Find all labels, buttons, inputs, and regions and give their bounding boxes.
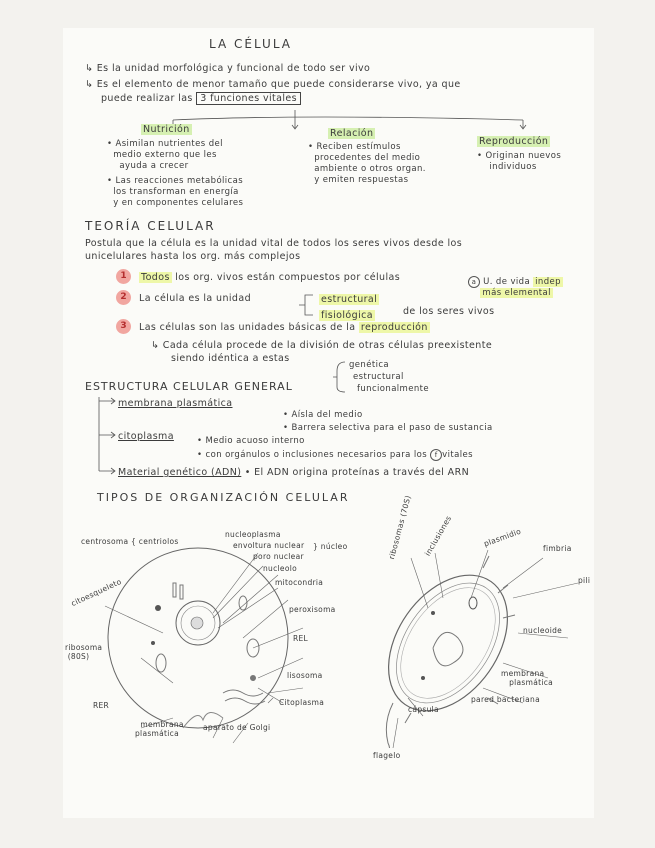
genetic-label: Material genético (ADN) • El ADN origina proteínas a través del ARN: [118, 467, 470, 478]
item-3-sub2: siendo idéntica a estas: [171, 353, 290, 364]
label-nucleoplasma: nucleoplasma: [225, 530, 281, 539]
theory-p1: Postula que la célula es la unidad vital de todos los seres vivos desde los: [85, 238, 463, 249]
relation-title: Relación: [330, 128, 374, 139]
label-nucleolo: nucleolo: [263, 564, 297, 573]
ident-brace: [333, 359, 347, 395]
label-membrana-prok: membrana plasmática: [501, 669, 554, 687]
item-2-opt2: fisiológica: [321, 310, 373, 321]
item-2-brace: [299, 291, 319, 321]
label-citoesqueleto: citoesqueleto: [69, 576, 123, 609]
label-peroxisoma: peroxisoma: [289, 605, 336, 614]
intro-line-1: ↳ Es la unidad morfológica y funcional de todo ser vivo: [85, 63, 371, 74]
label-flagelo: flagelo: [373, 751, 401, 760]
types-heading: TIPOS DE ORGANIZACIÓN CELULAR: [97, 491, 350, 504]
structure-bracket: [89, 393, 119, 483]
label-envoltura: envoltura nuclear: [233, 541, 305, 550]
relation-bullet: • Reciben estímulos procedentes del medio ambiente o otros organ. y emiten respuestas: [308, 142, 426, 185]
reproduction-bullet: • Originan nuevos individuos: [477, 151, 562, 172]
item-2-badge: 2: [116, 290, 131, 305]
label-poro: poro nuclear: [253, 552, 304, 561]
item-3-sub1: ↳ Cada célula procede de la división de otras células preexistente: [151, 340, 493, 351]
intro-line-2: ↳ Es el elemento de menor tamaño que puede considerarse vivo, ya que: [85, 79, 461, 90]
ident-3: funcionalmente: [357, 384, 430, 394]
item-3-text: Las células son las unidades básicas de la reproducción: [139, 322, 428, 333]
ident-2: estructural: [353, 372, 404, 382]
label-inclusiones: inclusiones: [423, 514, 454, 558]
nutrition-bullet-1: • Asimilan nutrientes del medio externo que les ayuda a crecer: [107, 139, 223, 171]
label-membrana-euk: membrana plasmática: [135, 720, 184, 738]
nutrition-title: Nutrición: [143, 124, 190, 135]
a-circle-icon: a: [468, 276, 480, 288]
label-rel: REL: [293, 634, 309, 643]
label-ribosomas: ribosomas (70S): [387, 494, 413, 561]
label-plasmidio: plasmidio: [482, 526, 523, 549]
theory-side-note: a U. de vida indep más elemental: [468, 276, 563, 299]
label-ribosoma: ribosoma (80S): [65, 643, 103, 661]
item-3-badge: 3: [116, 319, 131, 334]
label-citoplasma: Citoplasma: [279, 698, 325, 707]
label-fimbria: fimbria: [543, 544, 572, 553]
label-rer: RER: [93, 701, 110, 710]
label-nucleo: } núcleo: [313, 542, 348, 551]
item-1-badge: 1: [116, 269, 131, 284]
item-2-tail: de los seres vivos: [403, 306, 495, 317]
label-nucleoide: nucleoide: [523, 626, 563, 635]
label-pared: pared bacteriana: [471, 695, 540, 704]
cytoplasm-label: citoplasma: [118, 431, 174, 442]
label-mitocondria: mitocondria: [275, 578, 324, 587]
structure-heading: ESTRUCTURA CELULAR GENERAL: [85, 380, 293, 393]
label-pili: pili: [578, 576, 591, 585]
membrane-note-2: • Barrera selectiva para el paso de sustancia: [283, 423, 493, 433]
label-capsula: cápsula: [408, 705, 439, 714]
reproduction-title: Reproducción: [479, 136, 549, 147]
cytoplasm-note-2: • con orgánulos o inclusiones necesarios para los f vitales: [197, 450, 473, 460]
label-lisosoma: lisosoma: [287, 671, 323, 680]
membrane-label: membrana plasmática: [118, 398, 233, 409]
theory-p2: unicelulares hasta los org. más complejos: [85, 251, 301, 262]
item-2-text: La célula es la unidad: [139, 293, 252, 304]
ident-1: genética: [349, 360, 390, 370]
f-circle-icon: f: [430, 449, 442, 461]
cytoplasm-note-1: • Medio acuoso interno: [197, 436, 305, 446]
item-1-text: Todos los org. vivos están compuestos por células: [141, 272, 401, 283]
notes-page: [63, 28, 594, 818]
theory-heading: TEORÍA CELULAR: [85, 219, 216, 233]
nutrition-bullet-2: • Las reacciones metabólicas los transforman en energía y en componentes celulares: [107, 176, 244, 208]
page-title: LA CÉLULA: [209, 37, 292, 51]
membrane-note-1: • Aísla del medio: [283, 410, 363, 420]
vital-functions-box: 3 funciones vitales: [196, 92, 301, 105]
intro-line-3: puede realizar las 3 funciones vitales: [101, 93, 301, 104]
label-golgi: aparato de Golgi: [203, 723, 271, 732]
item-2-opt1: estructural: [321, 294, 378, 305]
label-centrosoma: centrosoma { centriolos: [81, 537, 179, 546]
